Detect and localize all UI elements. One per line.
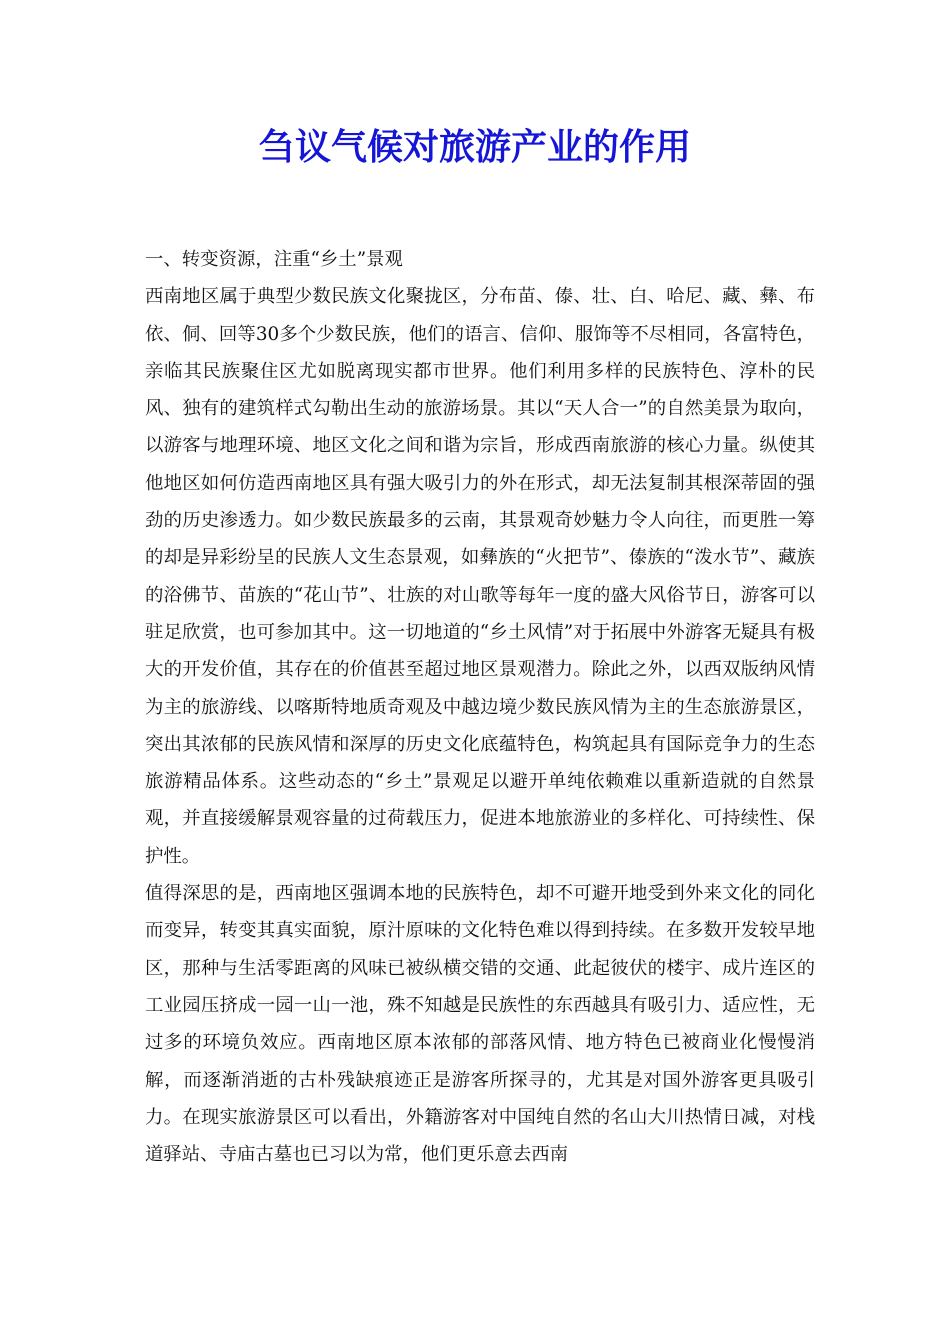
paragraph-2: 值得深思的是，西南地区强调本地的民族特色，却不可避开地受到外来文化的同化而变异，转变其真实面貌，原汁原味的文化特色难以得到持续。在多数开发较早地区，那种与生活零距离的风味已被纵横交错的交通、此起彼伏的楼宇、成片连区的工业园压挤成一园一山一池，殊不知越是民族性的东西越具有吸引力、适应性，无过多的环境负效应。西南地区原本浓郁的部落风情、地方特色已被商业化慢慢消解，而逐渐消逝的古朴残缺痕迹正是游客所探寻的，尤其是对国外游客更具吸引力。在现实旅游景区可以看出，外籍游客对中国纯自然的名山大川热情日减，对栈道驿站、寺庙古墓也已习以为常，他们更乐意去西南 (145, 883, 815, 1166)
document-title: 刍议气候对旅游产业的作用 (258, 127, 691, 168)
section-heading: 一、转变资源，注重“乡土”景观 (145, 249, 403, 270)
paragraph-1: 西南地区属于典型少数民族文化聚拢区，分布苗、傣、壮、白、哈尼、藏、彝、布依、侗、回等30多个少数民族，他们的语言、信仰、服饰等不尽相同，各富特色，亲临其民族聚住区尤如脱离现实都市世界。他们利用多样的民族特色、淳朴的民风、独有的建筑样式勾勒出生动的旅游场景。其以“天人合一”的自然美景为取向，以游客与地理环境、地区文化之间和谐为宗旨，形成西南旅游的核心力量。纵使其他地区如何仿造西南地区具有强大吸引力的外在形式，却无法复制其根深蒂固的强劲的历史渗透力。如少数民族最多的云南，其景观奇妙魅力令人向往，而更胜一筹的却是异彩纷呈的民族人文生态景观，如彝族的“火把节”、傣族的“泼水节”、藏族的浴佛节、苗族的“花山节”、壮族的对山歌等每年一度的盛大风俗节日，游客可以驻足欣赏，也可参加其中。这一切地道的“乡土风情”对于拓展中外游客无疑具有极大的开发价值，其存在的价值甚至超过地区景观潜力。除此之外，以西双版纳风情为主的旅游线、以喀斯特地质奇观及中越边境少数民族风情为主的生态旅游景区，突出其浓郁的民族风情和深厚的历史文化底蕴特色，构筑起具有国际竞争力的生态旅游精品体系。这些动态的“乡土”景观足以避开单纯依赖难以重新造就的自然景观，并直接缓解景观容量的过荷载压力，促进本地旅游业的多样化、可持续性、保护性。 (145, 286, 815, 867)
document-body (145, 241, 815, 1173)
